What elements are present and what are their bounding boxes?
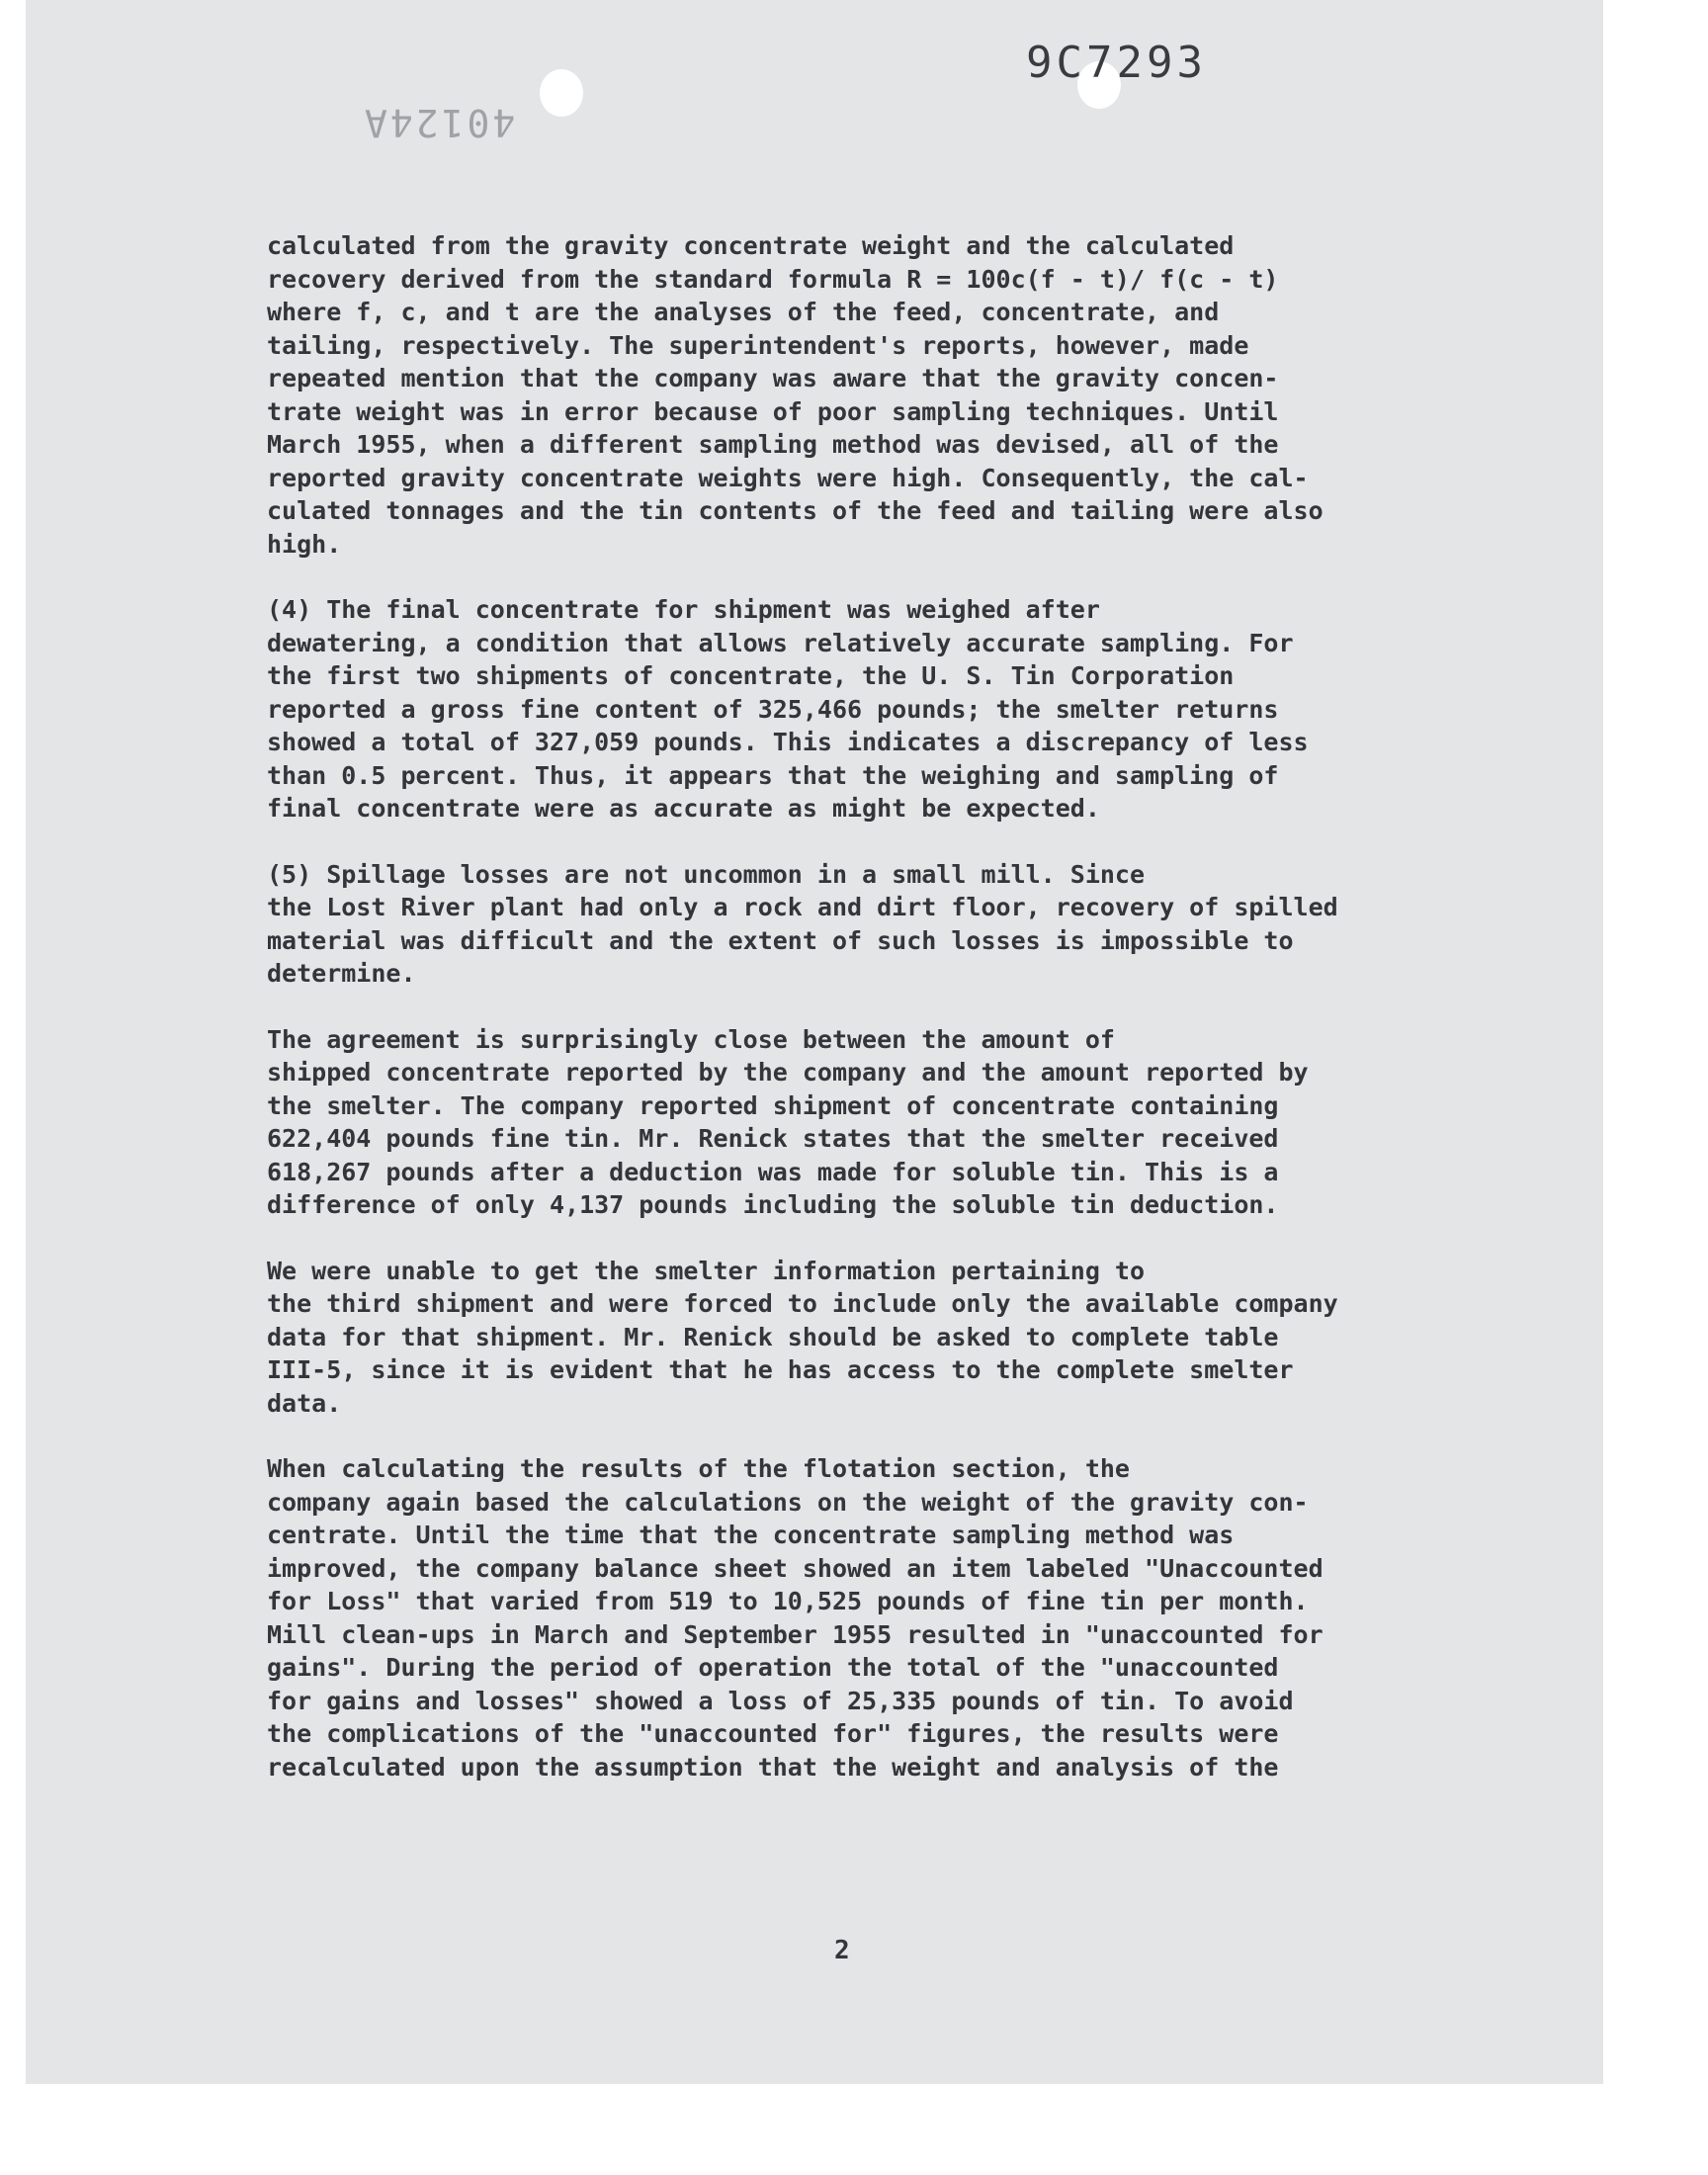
stamped-document-number: 40124A: [362, 101, 516, 144]
punch-hole: [540, 69, 583, 117]
handwritten-document-number: 9C7293: [1026, 38, 1207, 88]
body-text: [267, 229, 1500, 1816]
paragraph: When calculating the results of the flotation section, the company again based the calculations on the weight of the gravity con- centrate. Until the time that the concentrate sampling method was improved, the company balance sheet showed an item labeled "Unaccounted for Loss" that varied from 519 to 10,525 pounds of fine tin per month. Mill clean-ups in March and September 1955 resulted in "unaccounted for gains". During the period of operation the total of the "unaccounted for gains and losses" showed a loss of 25,335 pounds of tin. To avoid the complications of the "unaccounted for" figures, the results were recalculated upon the assumption that the weight and analysis of the: [267, 1454, 1324, 1782]
paragraph: (4) The final concentrate for shipment was weighed after dewatering, a condition that allows relatively accurate sampling. For the first two shipments of concentrate, the U. S. Tin Corporation reported a gross fine content of 325,466 pounds; the smelter returns showed a total of 327,059 pounds. This indicates a discrepancy of less than 0.5 percent. Thus, it appears that the weighing and sampling of final concentrate were as accurate as might be expected.: [267, 595, 1309, 823]
paragraph: The agreement is surprisingly close between the amount of shipped concentrate reported by the company and the amount reported by the smelter. The company reported shipment of concentrate containing 622,404 pounds fine tin. Mr. Renick states that the smelter received 618,267 pounds after a deduction was made for soluble tin. This is a difference of only 4,137 pounds including the soluble tin deduction.: [267, 1024, 1309, 1219]
paragraph: We were unable to get the smelter information pertaining to the third shipment and were forced to include only the available company data for that shipment. Mr. Renick should be asked to complete table III-5, since it is evident that he has access to the complete smelter data.: [267, 1256, 1338, 1418]
paragraph: calculated from the gravity concentrate weight and the calculated recovery derived from the standard formula R = 100c(f - t)/ f(c - t) where f, c, and t are the analyses of the feed, concentrate, and tailing, respectively. The superintendent's reports, however, made repeated mention that the company was aware that the gravity concen- trate weight was in error because of poor sampling techniques. Until March 1955, when a different sampling method was devised, all of the reported gravity concentrate weights were high. Consequently, the cal- culated tonnages and the tin contents of the feed and tailing were also high.: [267, 231, 1324, 559]
document-page: [26, 0, 1603, 2084]
paragraph: (5) Spillage losses are not uncommon in a small mill. Since the Lost River plant had only a rock and dirt floor, recovery of spilled material was difficult and the extent of such losses is impossible to determine.: [267, 859, 1338, 988]
page-number: 2: [834, 1936, 850, 1965]
